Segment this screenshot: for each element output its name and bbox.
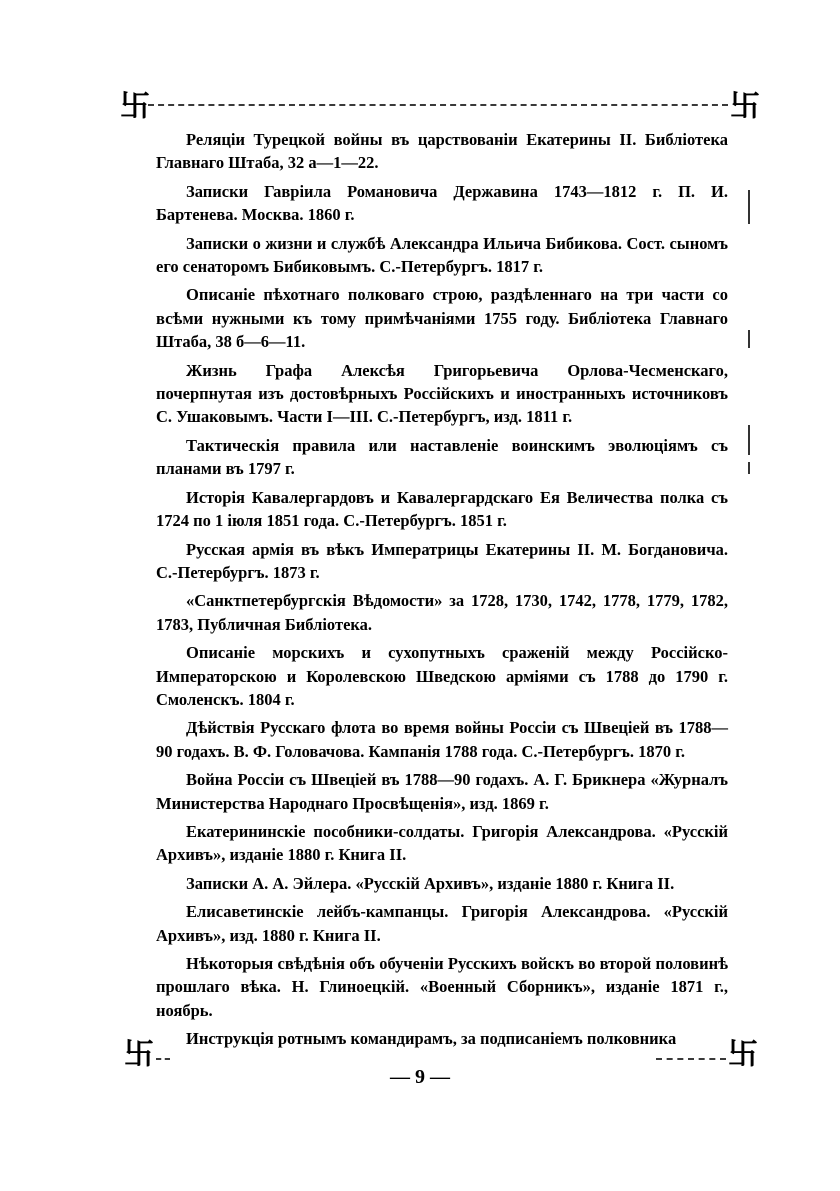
margin-mark: [748, 425, 750, 455]
bibliography-entry: Инструкція ротнымъ командирамъ, за подписаніемъ полковника: [186, 1029, 677, 1049]
bibliography-entry: Нѣкоторыя свѣдѣнія объ обученіи Русскихъ войскъ во второй половинѣ прошлаго вѣка. Н. Глиноецкій. «Военный Сборникъ», изданіе 1871 г., ноябрь.: [156, 954, 728, 1020]
top-right-ornament-icon: 卐: [730, 89, 760, 124]
bottom-left-dashed-border: [156, 1058, 170, 1060]
bibliography-entry: Дѣйствія Русскаго флота во время войны Россіи съ Швеціей въ 1788—90 годахъ. В. Ф. Головачова. Кампанія 1788 года. С.-Петербургъ. 1870 г.: [156, 718, 728, 761]
margin-mark: [748, 462, 750, 474]
bibliography-entry: Описаніе пѣхотнаго полковаго строю, раздѣленнаго на три части со всѣми нужными къ тому примѣчаніями 1755 году. Библіотека Главнаго Штаба, 38 б—6—11.: [156, 285, 728, 352]
page-number: — 9 —: [390, 1066, 450, 1088]
bottom-right-dashed-border: [656, 1058, 726, 1060]
bibliography-list: [156, 128, 728, 1056]
bibliography-entry: Реляціи Турецкой войны въ царствованіи Екатерины II. Библіотека Главнаго Штаба, 32 а—1—22.: [156, 130, 728, 173]
bibliography-entry: Описаніе морскихъ и сухопутныхъ сраженій между Россійско-Императорскою и Королевскою Шведскою арміями съ 1788 до 1790 г. Смоленскъ. 1804 г.: [156, 643, 728, 709]
bibliography-entry: Елисаветинскіе лейбъ-кампанцы. Григорія Александрова. «Русскій Архивъ», изд. 1880 г. Книга II.: [156, 902, 728, 945]
bibliography-entry: Исторія Кавалергардовъ и Кавалергардскаго Ея Величества полка съ 1724 по 1 іюля 1851 года. С.-Петербургъ. 1851 г.: [156, 487, 728, 531]
bottom-left-ornament-icon: 卐: [124, 1037, 154, 1072]
bibliography-entry: Война Россіи съ Швеціей въ 1788—90 годахъ. А. Г. Брикнера «Журналъ Министерства Народнаго Просвѣщенія», изд. 1869 г.: [156, 770, 728, 813]
bibliography-entry: Жизнь Графа Алексѣя Григорьевича Орлова-Чесменскаго, почерпнутая изъ достовѣрныхъ Россійскихъ и иностранныхъ источниковъ С. Ушаковымъ. Части I—III. С.-Петербургъ, изд. 1811 г.: [156, 360, 728, 427]
bibliography-entry: «Санктпетербургскія Вѣдомости» за 1728, 1730, 1742, 1778, 1779, 1782, 1783, Публичная Библіотека.: [156, 591, 728, 634]
bibliography-entry: Записки А. А. Эйлера. «Русскій Архивъ», изданіе 1880 г. Книга II.: [186, 873, 675, 893]
bottom-right-ornament-icon: 卐: [728, 1037, 758, 1072]
bibliography-entry: Екатерининскіе пособники-солдаты. Григорія Александрова. «Русскій Архивъ», изданіе 1880 г. Книга II.: [156, 821, 728, 865]
bibliography-entry: Записки о жизни и службѣ Александра Ильича Бибикова. Сост. сыномъ его сенаторомъ Бибиковымъ. С.-Петербургъ. 1817 г.: [156, 233, 728, 277]
margin-mark: [748, 190, 750, 224]
bibliography-entry: Тактическія правила или наставленіе воинскимъ эволюціямъ съ планами въ 1797 г.: [156, 435, 728, 479]
bibliography-entry: Записки Гавріила Романовича Державина 1743—1812 г. П. И. Бартенева. Москва. 1860 г.: [156, 181, 728, 225]
top-dashed-border: [148, 104, 728, 106]
top-left-ornament-icon: 卐: [120, 89, 150, 124]
bibliography-entry: Русская армія въ вѣкъ Императрицы Екатерины II. М. Богдановича. С.-Петербургъ. 1873 г.: [156, 539, 728, 582]
margin-mark: [748, 330, 750, 348]
